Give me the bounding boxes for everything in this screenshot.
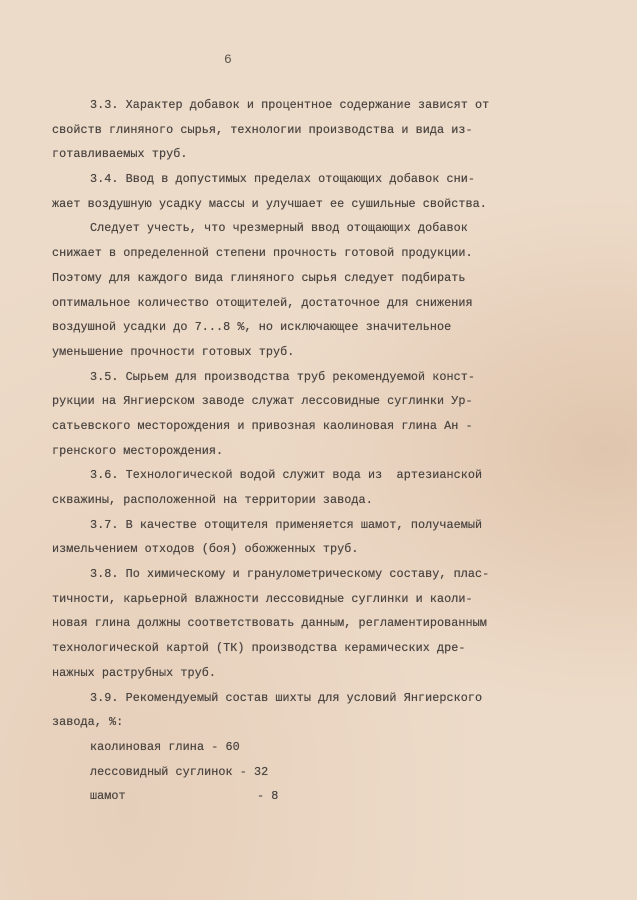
paragraph-first-line: 3.5. Сырьем для производства труб рекомендуемой конст- xyxy=(90,369,475,384)
composition-item xyxy=(52,784,522,809)
paragraph-line: измельчением отходов (боя) обожженных труб. xyxy=(52,542,359,557)
composition-item xyxy=(52,760,522,785)
paragraph-line: оптимальное количество отощителей, достаточное для снижения xyxy=(52,295,473,310)
paragraph-line: тичности, карьерной влажности лессовидные суглинки и каоли- xyxy=(52,591,473,606)
paragraph-first-line: 3.6. Технологической водой служит вода из артезианской xyxy=(90,468,483,483)
paragraph-line: нажных раструбных труб. xyxy=(52,665,216,680)
composition-name: каолиновая глина xyxy=(90,739,205,754)
composition-name: лессовидный суглинок xyxy=(90,764,233,779)
paragraph-first-line: Следует учесть, что чрезмерный ввод отощающих добавок xyxy=(90,221,468,236)
composition-name: шамот xyxy=(90,789,126,804)
paragraph-line: Поэтому для каждого вида глиняного сырья следует подбирать xyxy=(52,270,466,285)
composition-value: - 8 xyxy=(257,789,279,804)
page-number: 6 xyxy=(224,52,232,67)
paragraph-line: скважины, расположенной на территории завода. xyxy=(52,493,373,507)
paragraph-line: рукции на Янгиерском заводе служат лессовидные суглинки Ур- xyxy=(52,394,473,409)
paragraph-first-line: 3.8. По химическому и гранулометрическому составу, плас- xyxy=(90,567,490,582)
paragraph-line: уменьшение прочности готовых труб. xyxy=(52,344,295,359)
paragraph-line: новая глина должны соответствовать данным, регламентированным xyxy=(52,616,487,631)
paragraph-line: готавливаемых труб. xyxy=(52,147,188,162)
composition-value: - 32 xyxy=(239,764,269,779)
paragraph-line: воздушной усадки до 7...8 %, но исключающее значительное xyxy=(52,320,452,335)
paragraph-line: гренского месторождения. xyxy=(52,443,224,458)
paragraph-line: жает воздушную усадку массы и улучшает ее сушильные свойства. xyxy=(52,196,487,211)
paragraph-first-line: 3.9. Рекомендуемый состав шихты для условий Янгиерского xyxy=(90,690,483,705)
paragraph-line: свойств глиняного сырья, технологии производства и вида из- xyxy=(52,122,473,137)
composition-value: - 60 xyxy=(211,739,240,754)
paragraph-line: завода, %: xyxy=(52,715,124,730)
composition-item xyxy=(52,735,522,760)
document-body xyxy=(52,93,522,809)
paragraph-line: снижает в определенной степени прочность готовой продукции. xyxy=(52,246,473,261)
paragraph-first-line: 3.7. В качестве отощителя применяется шамот, получаемый xyxy=(90,517,483,532)
paragraph-first-line: 3.3. Характер добавок и процентное содержание зависят от xyxy=(90,98,490,112)
paragraph-first-line: 3.4. Ввод в допустимых пределах отощающих добавок сни- xyxy=(90,172,475,187)
paragraph-line: сатьевского месторождения и привозная каолиновая глина Ан - xyxy=(52,418,473,433)
paragraph-line: технологической картой (ТК) производства керамических дре- xyxy=(52,641,466,656)
